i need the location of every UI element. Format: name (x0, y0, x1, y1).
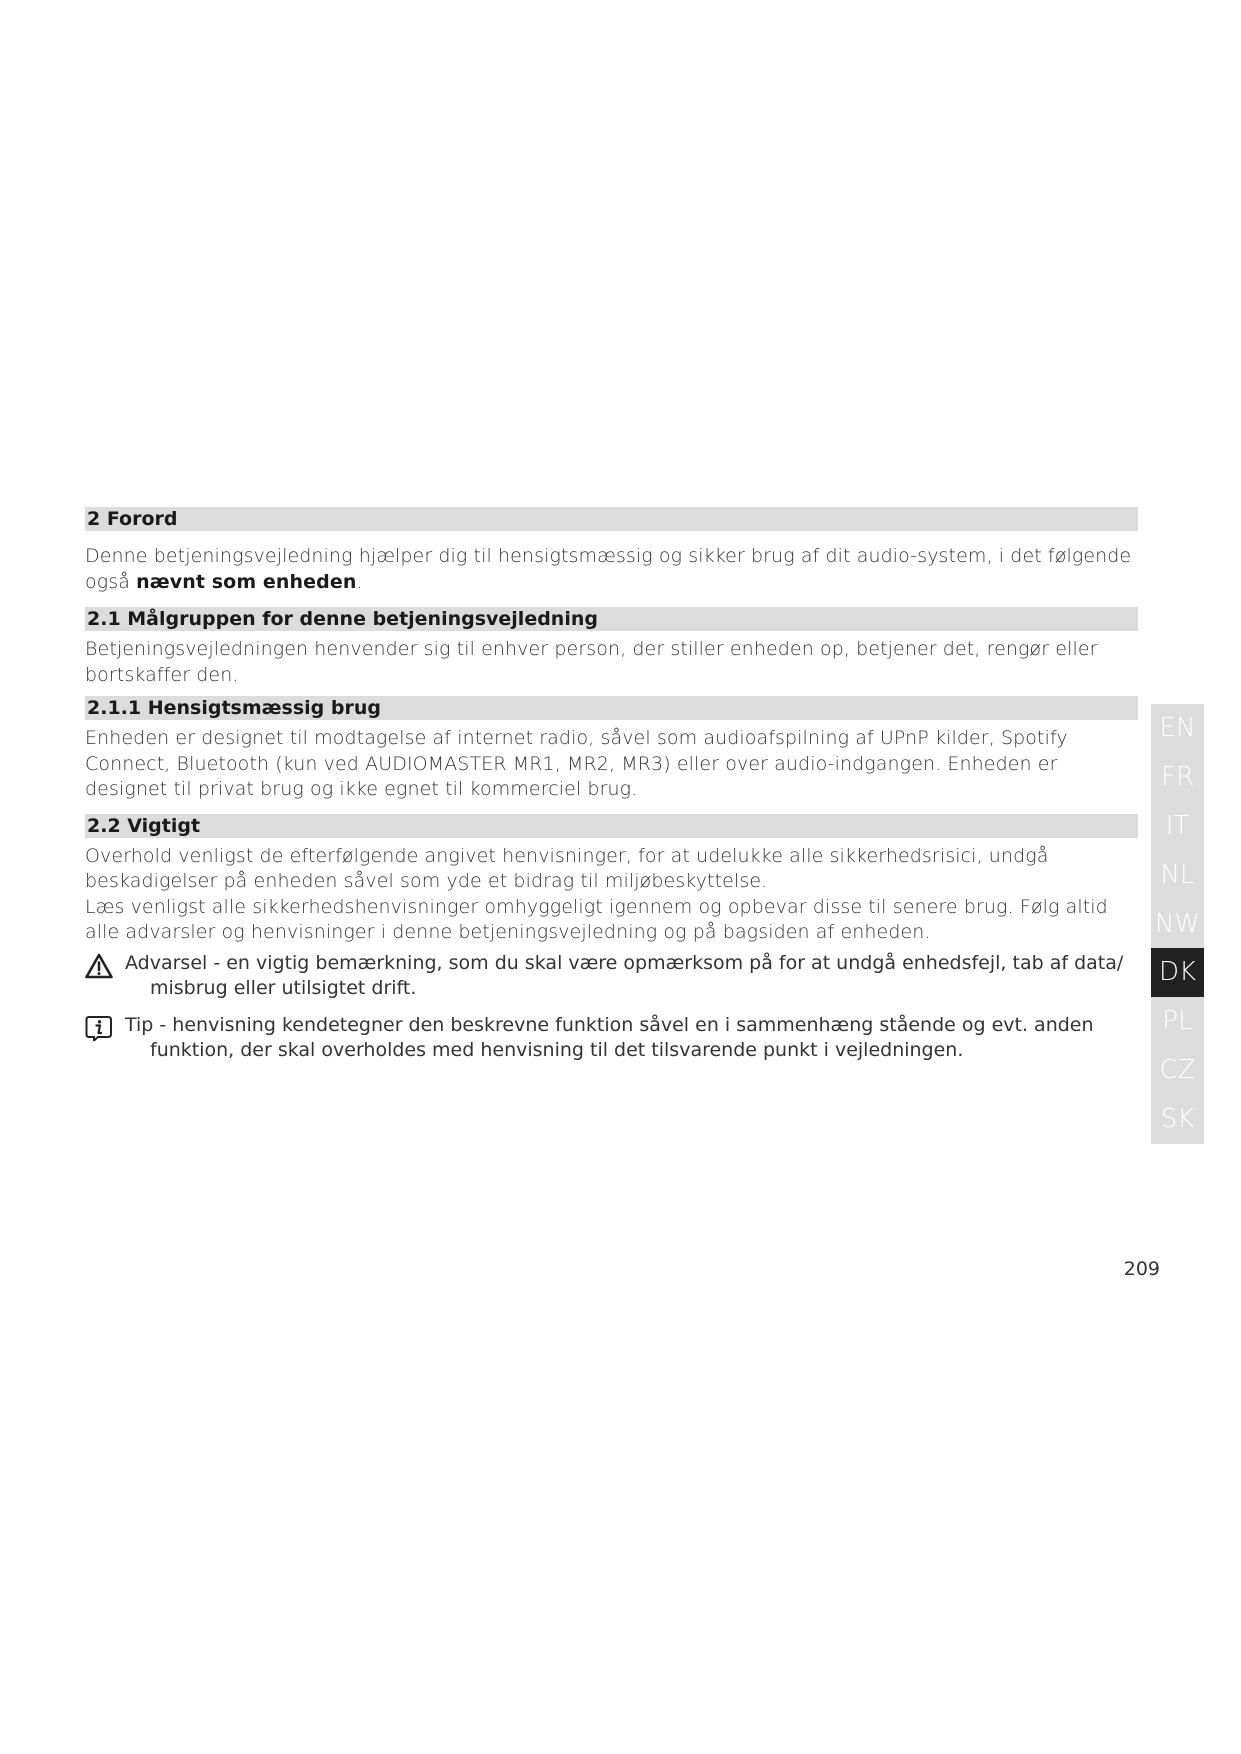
language-tab-en: EN (1159, 713, 1196, 743)
section-heading-hensigtsmaessig: 2.1.1 Hensigtsmæssig brug (85, 696, 1138, 720)
language-tab-nl: NL (1160, 859, 1195, 890)
warning-note (85, 951, 1138, 1002)
info-icon (85, 1015, 113, 1041)
vigtigt-text-2: Læs venligst alle sikkerhedshenvisninger omhyggeligt igennem og opbevar disse til senere brug. Følg altid alle advarsler og henvisninger i denne betjeningsvejledning og på bagsiden af enheden. (85, 895, 1108, 943)
language-tab-fr: FR (1160, 761, 1195, 792)
warning-triangle-icon (85, 953, 113, 979)
warning-text-first: Advarsel - en vigtig bemærkning, som du skal være opmærksom på for at undgå enhedsfejl, tab af data/ (125, 951, 1124, 974)
section-heading-maalgruppen: 2.1 Målgruppen for denne betjeningsvejledning (85, 607, 1138, 631)
language-tab-pl: PL (1162, 1006, 1193, 1037)
document-content (85, 507, 1138, 1064)
maalgruppen-text: Betjeningsvejledningen henvender sig til enhver person, der stiller enheden op, betjener det, rengør eller bortskaffer den. (85, 638, 1098, 686)
section-heading-forord: 2 Forord (85, 507, 1138, 531)
tip-note (85, 1013, 1138, 1064)
language-tab-dk: DK (1151, 948, 1204, 997)
warning-text-rest: misbrug eller utilsigtet drift. (150, 977, 417, 999)
tip-text-rest: funktion, der skal overholdes med henvisning til det tilsvarende punkt i vejledningen. (150, 1039, 964, 1061)
forord-text-part2: . (356, 570, 363, 593)
tip-text-first: Tip - henvisning kendetegner den beskrevne funktion såvel en i sammenhæng stående og evt. anden (125, 1013, 1094, 1036)
section-heading-vigtigt: 2.2 Vigtigt (85, 814, 1138, 838)
language-tab-sk: SK (1160, 1104, 1195, 1135)
language-tabs (1151, 704, 1204, 1144)
language-tab-it: IT (1165, 810, 1190, 841)
page-number: 209 (1123, 1258, 1160, 1280)
vigtigt-text-1: Overhold venligst de efterfølgende angivet henvisninger, for at udelukke alle sikkerhedsrisici, undgå beskadigelser på enheden såvel som yde et bidrag til miljøbeskyttelse. (85, 844, 1049, 892)
forord-text-bold: nævnt som enheden (136, 570, 357, 593)
forord-text-part1: Denne betjeningsvejledning hjælper dig til hensigtsmæssig og sikker brug af dit audio-system, i det følgende også (85, 545, 1132, 593)
language-tab-nw: NW (1154, 908, 1201, 939)
hensigtsmaessig-text: Enheden er designet til modtagelse af internet radio, såvel som audioafspilning af UPnP kilder, Spotify Connect, Bluetooth (kun ved AUDIOMASTER MR1, MR2, MR3) eller over audio-indgangen. Enheden er designet til privat brug og ikke egnet til kommerciel brug. (85, 727, 1068, 800)
language-tab-cz: CZ (1159, 1055, 1196, 1086)
forord-text (85, 544, 1138, 595)
